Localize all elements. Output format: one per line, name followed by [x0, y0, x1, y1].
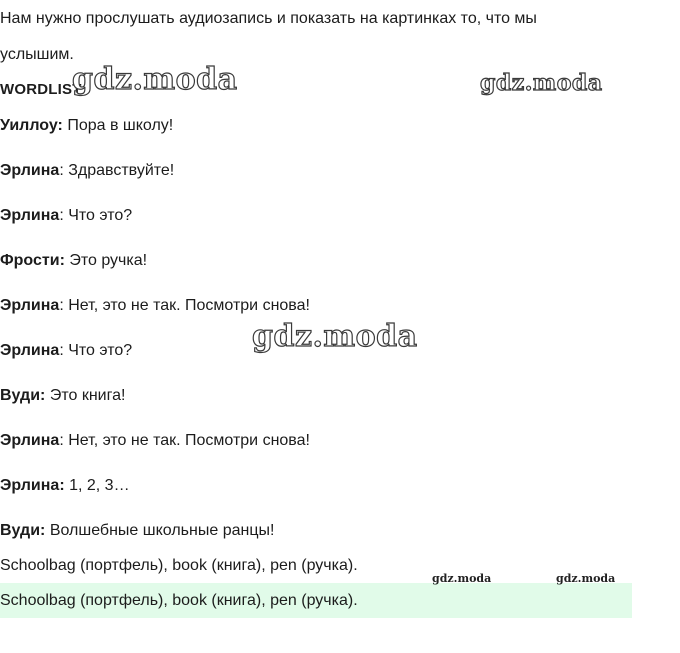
speaker-name: Вуди: — [0, 522, 46, 539]
speaker-name: Эрлина: — [0, 477, 65, 494]
speaker-name: Эрлина — [0, 432, 60, 449]
dialogue-line — [0, 431, 310, 451]
speaker-name: Эрлина — [0, 297, 60, 314]
dialogue-text: Это ручка! — [64, 252, 148, 269]
dialogue-line — [0, 251, 147, 271]
dialogue-text: Волшебные школьные ранцы! — [45, 522, 275, 539]
speaker-name: Уиллоу: — [0, 117, 63, 134]
intro-line-2: услышим. — [0, 46, 74, 63]
summary-line: Schoolbag (портфель), book (книга), pen (ручка). — [0, 557, 358, 574]
dialogue-line — [0, 341, 132, 361]
dialogue-text: Это книга! — [45, 387, 126, 404]
watermark-logo: gdz.moda — [252, 319, 418, 354]
dialogue-line — [0, 521, 274, 541]
dialogue-line — [0, 161, 174, 181]
watermark-logo: gdz.moda — [72, 62, 238, 97]
dialogue-text: : Что это? — [59, 342, 133, 359]
dialogue-line — [0, 386, 125, 406]
dialogue-text: : Нет, это не так. Посмотри снова! — [59, 432, 310, 449]
watermark-logo: gdz.moda — [480, 70, 603, 96]
dialogue-line — [0, 206, 132, 226]
speaker-name: Эрлина — [0, 342, 60, 359]
dialogue-line — [0, 476, 130, 496]
summary-line-highlighted: Schoolbag (портфель), book (книга), pen (ручка). — [0, 592, 358, 609]
intro-line-1: Нам нужно прослушать аудиозапись и показать на картинках то, что мы — [0, 10, 537, 27]
dialogue-text: : Что это? — [59, 207, 133, 224]
watermark-logo: gdz.moda — [432, 572, 492, 585]
speaker-name: Фрости: — [0, 252, 65, 269]
watermark-logo: gdz.moda — [556, 572, 616, 585]
speaker-name: Эрлина — [0, 207, 60, 224]
dialogue-text: : Здравствуйте! — [59, 162, 175, 179]
speaker-name: Вуди: — [0, 387, 46, 404]
dialogue-text: : Нет, это не так. Посмотри снова! — [59, 297, 310, 314]
dialogue-line — [0, 116, 173, 136]
speaker-name: Эрлина — [0, 162, 60, 179]
wordlist-heading: WORDLIST — [0, 81, 82, 98]
dialogue-line — [0, 296, 310, 316]
dialogue-text: Пора в школу! — [62, 117, 174, 134]
dialogue-text: 1, 2, 3… — [64, 477, 130, 494]
